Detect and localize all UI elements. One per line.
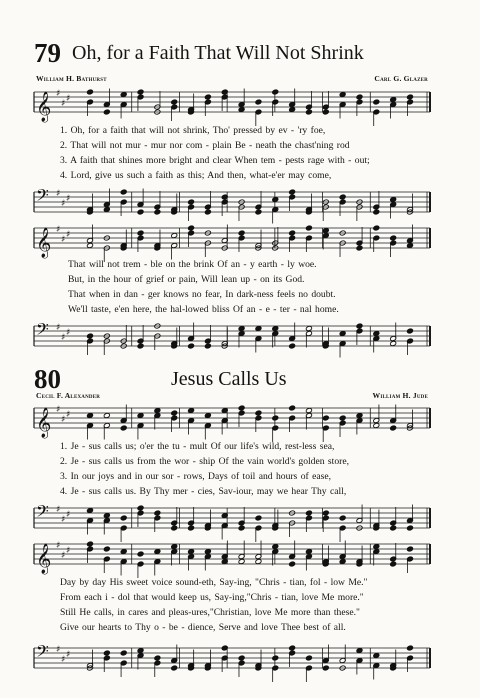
- note-head: [188, 225, 195, 231]
- note-head: [137, 209, 144, 215]
- note-head: [204, 413, 211, 419]
- note-head: [87, 541, 94, 547]
- note-head: [238, 559, 245, 565]
- note-head: [154, 549, 161, 555]
- note-head: [407, 525, 414, 531]
- sharp-icon: ♯: [66, 230, 71, 240]
- note-head: [87, 333, 94, 339]
- note-head: [306, 326, 313, 332]
- note-head: [238, 326, 245, 332]
- bass-clef-icon: 𝄢: [36, 501, 49, 525]
- note-head: [171, 665, 178, 671]
- note-head: [272, 544, 279, 550]
- note-head: [373, 544, 380, 550]
- hymn-80-verse-line-7: Still He calls, in cares and pleas-ures,"Christian, love Me more than these.": [60, 607, 360, 618]
- note-head: [137, 343, 144, 349]
- sharp-icon: ♯: [66, 546, 71, 556]
- sharp-icon: ♯: [66, 510, 71, 520]
- note-head: [390, 197, 397, 203]
- note-head: [407, 328, 414, 334]
- hymn-79-music-credit: Carl G. Glazer: [374, 74, 428, 83]
- sharp-icon: ♯: [56, 189, 61, 199]
- note-head: [407, 243, 414, 249]
- sharp-icon: ♯: [61, 199, 66, 209]
- note-head: [356, 245, 363, 251]
- note-head: [306, 549, 313, 555]
- hymn-79-bass-staff-2: [0, 318, 480, 358]
- note-head: [120, 515, 127, 521]
- note-head: [120, 549, 127, 555]
- note-head: [407, 94, 414, 100]
- note-head: [390, 97, 397, 103]
- note-head: [238, 655, 245, 661]
- note-head: [137, 89, 144, 95]
- note-head: [373, 423, 380, 429]
- hymn-79-words-credit: William H. Bathurst: [36, 74, 107, 83]
- sharp-icon: ♯: [56, 645, 61, 655]
- treble-clef-icon: 𝄞: [36, 92, 52, 122]
- note-head: [289, 645, 296, 651]
- note-head: [373, 653, 380, 659]
- note-head: [339, 331, 346, 337]
- note-head: [255, 515, 262, 521]
- note-head: [204, 209, 211, 215]
- note-head: [204, 549, 211, 555]
- sharp-icon: ♯: [66, 650, 71, 660]
- note-head: [171, 99, 178, 105]
- note-head: [255, 559, 262, 565]
- note-head: [171, 525, 178, 531]
- note-head: [306, 225, 313, 231]
- hymn-80-words-credit: Cecil F. Alexander: [36, 391, 101, 400]
- hymn-80-verse-line-8: Give our hearts to Thy o - be - dience, Serve and love Thee best of all.: [60, 622, 346, 633]
- note-head: [103, 650, 110, 656]
- note-head: [339, 415, 346, 421]
- note-head: [390, 425, 397, 431]
- note-head: [322, 510, 329, 516]
- hymn-80-verse-line-2: 2. Je - sus calls us from the wor - ship Of the vain world's golden store,: [60, 456, 349, 467]
- note-head: [188, 525, 195, 531]
- hymn-80-number: 80: [34, 364, 61, 394]
- note-head: [373, 209, 380, 215]
- note-head: [120, 189, 127, 195]
- bass-clef-icon: 𝄢: [36, 185, 49, 209]
- note-head: [120, 650, 127, 656]
- note-head: [87, 89, 94, 95]
- note-head: [103, 109, 110, 115]
- note-head: [171, 410, 178, 416]
- hymn-80-bass-staff-2: [0, 640, 480, 680]
- note-head: [255, 99, 262, 105]
- sharp-icon: ♯: [61, 415, 66, 425]
- note-head: [103, 513, 110, 519]
- sharp-icon: ♯: [61, 655, 66, 665]
- note-head: [171, 544, 178, 550]
- sharp-icon: ♯: [66, 328, 71, 338]
- hymn-80-verse-line-1: 1. Je - sus calls us; o'er the tu - mult Of our life's wild, rest-less sea,: [60, 441, 335, 452]
- note-head: [238, 525, 245, 531]
- sharp-icon: ♯: [61, 333, 66, 343]
- sharp-icon: ♯: [61, 235, 66, 245]
- note-head: [238, 230, 245, 236]
- note-head: [289, 107, 296, 113]
- hymn-80-title: Jesus Calls Us: [171, 368, 287, 390]
- note-head: [188, 549, 195, 555]
- hymn-79-verse-line-4: 4. Lord, give us such a faith as this; And then, what-e'er may come,: [60, 170, 332, 181]
- note-head: [255, 209, 262, 215]
- note-head: [407, 546, 414, 552]
- note-head: [339, 515, 346, 521]
- note-head: [103, 413, 110, 419]
- hymn-80-verse-line-3: 3. In our joys and in our sor - rows, Days of toil and hours of ease,: [60, 471, 331, 482]
- note-head: [120, 92, 127, 98]
- note-head: [204, 94, 211, 100]
- hymn-80-verse-line-6: From each i - dol that would keep us, Say-ing,"Chris - tian, love Me more.": [60, 592, 364, 603]
- hymn-79-verse-line-6: But, in the hour of grief or pain, Will lean up - on its God.: [68, 274, 305, 285]
- hymn-80-bass-staff-1: [0, 500, 480, 540]
- note-head: [272, 197, 279, 203]
- note-head: [154, 408, 161, 414]
- note-head: [306, 510, 313, 516]
- note-head: [306, 109, 313, 115]
- note-head: [154, 655, 161, 661]
- hymn-79-verse-line-3: 3. A faith that shines more bright and clear When tem - pests rage with - out;: [60, 155, 370, 166]
- sharp-icon: ♯: [66, 94, 71, 104]
- note-head: [289, 561, 296, 567]
- sharp-icon: ♯: [61, 551, 66, 561]
- note-head: [120, 425, 127, 431]
- note-head: [103, 546, 110, 552]
- note-head: [103, 207, 110, 213]
- note-head: [306, 408, 313, 414]
- bass-clef-icon: 𝄢: [36, 319, 49, 343]
- sharp-icon: ♯: [66, 194, 71, 204]
- hymn-79-treble-staff-1: [0, 84, 480, 124]
- note-head: [289, 405, 296, 411]
- note-head: [154, 510, 161, 516]
- note-head: [171, 233, 178, 239]
- hymn-80-verse-line-5: Day by day His sweet voice sound-eth, Say-ing, "Chris - tian, fol - low Me.": [60, 577, 368, 588]
- note-head: [322, 109, 329, 115]
- hymn-79-number: 79: [34, 38, 61, 68]
- hymn-80-treble-staff-1: [0, 400, 480, 440]
- hymn-80-treble-staff-2: [0, 536, 480, 576]
- note-head: [390, 341, 397, 347]
- note-head: [356, 413, 363, 419]
- sharp-icon: ♯: [56, 405, 61, 415]
- note-head: [322, 665, 329, 671]
- treble-clef-icon: 𝄞: [36, 408, 52, 438]
- sharp-icon: ♯: [56, 225, 61, 235]
- note-head: [87, 508, 94, 514]
- note-head: [289, 189, 296, 195]
- hymn-79-verse-line-8: We'll taste, e'en here, the hal-lowed bliss Of an - e - ter - nal home.: [68, 304, 339, 315]
- note-head: [373, 331, 380, 337]
- note-head: [255, 326, 262, 332]
- hymn-79-title: Oh, for a Faith That Will Not Shrink: [72, 42, 364, 64]
- note-head: [373, 225, 380, 231]
- note-head: [204, 343, 211, 349]
- hymn-79-bass-staff-1: [0, 184, 480, 224]
- note-head: [356, 323, 363, 329]
- note-head: [289, 343, 296, 349]
- sharp-icon: ♯: [61, 99, 66, 109]
- note-head: [322, 415, 329, 421]
- hymn-79-treble-staff-2: [0, 220, 480, 260]
- note-head: [137, 505, 144, 511]
- note-head: [87, 243, 94, 249]
- sharp-icon: ♯: [66, 410, 71, 420]
- sharp-icon: ♯: [56, 505, 61, 515]
- note-head: [390, 525, 397, 531]
- note-head: [322, 228, 329, 234]
- hymn-80-music-credit: William H. Jude: [372, 391, 428, 400]
- hymn-79-verse-line-7: That when in dan - ger knows no fear, In dark-ness feels no doubt.: [68, 289, 336, 300]
- sharp-icon: ♯: [56, 541, 61, 551]
- note-head: [238, 405, 245, 411]
- note-head: [339, 92, 346, 98]
- bass-clef-icon: 𝄢: [36, 641, 49, 665]
- note-head: [390, 561, 397, 567]
- treble-clef-icon: 𝄞: [36, 228, 52, 258]
- note-head: [188, 199, 195, 205]
- note-head: [272, 655, 279, 661]
- sharp-icon: ♯: [61, 515, 66, 525]
- note-head: [238, 107, 245, 113]
- note-head: [188, 343, 195, 349]
- note-head: [255, 410, 262, 416]
- note-head: [356, 648, 363, 654]
- sharp-icon: ♯: [56, 89, 61, 99]
- hymn-79-verse-line-5: That will not trem - ble on the brink Of an - y earth - ly woe.: [68, 259, 317, 270]
- note-head: [356, 94, 363, 100]
- note-head: [272, 415, 279, 421]
- note-head: [390, 235, 397, 241]
- treble-clef-icon: 𝄞: [36, 544, 52, 574]
- note-head: [154, 209, 161, 215]
- hymn-79-verse-line-2: 2. That will not mur - mur nor com - plain Be - neath the chast'ning rod: [60, 140, 350, 151]
- note-head: [306, 655, 313, 661]
- note-head: [137, 648, 144, 654]
- note-head: [188, 408, 195, 414]
- note-head: [272, 89, 279, 95]
- note-head: [289, 230, 296, 236]
- sharp-icon: ♯: [56, 323, 61, 333]
- note-head: [272, 326, 279, 332]
- note-head: [373, 99, 380, 105]
- note-head: [339, 194, 346, 200]
- note-head: [407, 645, 414, 651]
- note-head: [137, 551, 144, 557]
- hymn-80-verse-line-4: 4. Je - sus calls us. By Thy mer - cies, Sav-iour, may we hear Thy call,: [60, 486, 347, 497]
- hymn-79-verse-line-1: 1. Oh, for a faith that will not shrink, Tho' pressed by ev - 'ry foe,: [60, 125, 326, 136]
- note-head: [137, 230, 144, 236]
- note-head: [87, 413, 94, 419]
- note-head: [339, 559, 346, 565]
- note-head: [137, 413, 144, 419]
